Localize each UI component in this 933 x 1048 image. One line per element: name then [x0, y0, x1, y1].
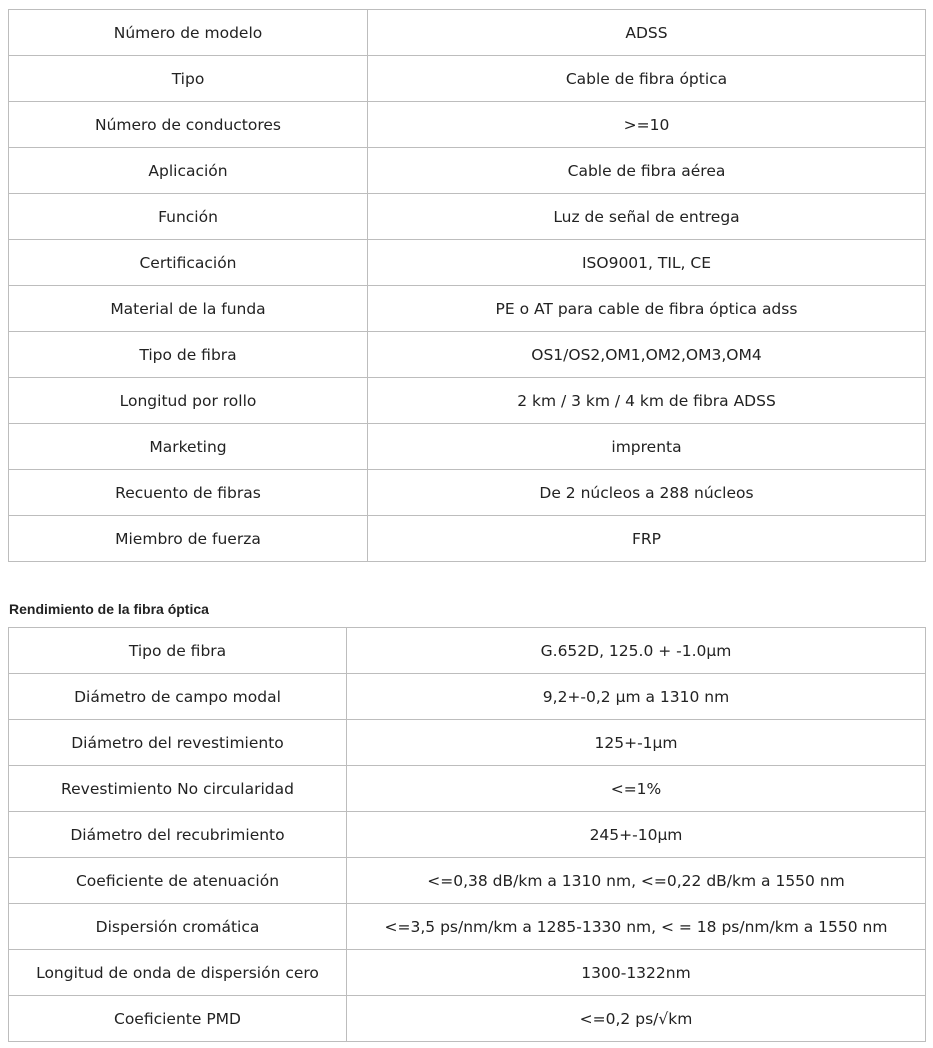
spec-value: OS1/OS2,OM1,OM2,OM3,OM4 [368, 332, 926, 378]
table-row [9, 904, 926, 950]
perf-value: 9,2+-0,2 μm a 1310 nm [347, 674, 926, 720]
spec-label: Tipo [9, 56, 368, 102]
table-row [9, 194, 926, 240]
perf-label: Diámetro del recubrimiento [9, 812, 347, 858]
table-row [9, 516, 926, 562]
table-row [9, 424, 926, 470]
perf-label: Coeficiente PMD [9, 996, 347, 1042]
spec-label: Miembro de fuerza [9, 516, 368, 562]
table-row [9, 858, 926, 904]
perf-value: <=0,2 ps/√km [347, 996, 926, 1042]
spec-value: 2 km / 3 km / 4 km de fibra ADSS [368, 378, 926, 424]
spec-label: Recuento de fibras [9, 470, 368, 516]
spec-value: PE o AT para cable de fibra óptica adss [368, 286, 926, 332]
spec-label: Aplicación [9, 148, 368, 194]
spec-value: Cable de fibra aérea [368, 148, 926, 194]
spec-value: imprenta [368, 424, 926, 470]
table-row [9, 628, 926, 674]
perf-value: 1300-1322nm [347, 950, 926, 996]
table-row [9, 766, 926, 812]
perf-label: Tipo de fibra [9, 628, 347, 674]
table-row [9, 286, 926, 332]
spec-value: FRP [368, 516, 926, 562]
spec-value: ADSS [368, 10, 926, 56]
table-row [9, 720, 926, 766]
spec-value: ISO9001, TIL, CE [368, 240, 926, 286]
table-row [9, 240, 926, 286]
table-row [9, 332, 926, 378]
table-row [9, 102, 926, 148]
spec-label: Marketing [9, 424, 368, 470]
table-row [9, 10, 926, 56]
perf-value: <=1% [347, 766, 926, 812]
spec-value: De 2 núcleos a 288 núcleos [368, 470, 926, 516]
table-row [9, 996, 926, 1042]
performance-heading: Rendimiento de la fibra óptica [9, 601, 209, 617]
perf-label: Diámetro de campo modal [9, 674, 347, 720]
fiber-performance-table [8, 627, 926, 1042]
spec-label: Material de la funda [9, 286, 368, 332]
product-specs-table [8, 9, 926, 562]
perf-value: <=0,38 dB/km a 1310 nm, <=0,22 dB/km a 1550 nm [347, 858, 926, 904]
spec-label: Certificación [9, 240, 368, 286]
table-row [9, 812, 926, 858]
table-row [9, 950, 926, 996]
perf-label: Diámetro del revestimiento [9, 720, 347, 766]
perf-label: Longitud de onda de dispersión cero [9, 950, 347, 996]
perf-label: Coeficiente de atenuación [9, 858, 347, 904]
spec-label: Tipo de fibra [9, 332, 368, 378]
spec-label: Número de conductores [9, 102, 368, 148]
spec-label: Longitud por rollo [9, 378, 368, 424]
perf-label: Revestimiento No circularidad [9, 766, 347, 812]
perf-label: Dispersión cromática [9, 904, 347, 950]
table-row [9, 148, 926, 194]
perf-value: G.652D, 125.0 + -1.0μm [347, 628, 926, 674]
perf-value: 245+-10μm [347, 812, 926, 858]
spec-label: Función [9, 194, 368, 240]
table-row [9, 674, 926, 720]
spec-label: Número de modelo [9, 10, 368, 56]
table-row [9, 470, 926, 516]
table-row [9, 56, 926, 102]
spec-value: Cable de fibra óptica [368, 56, 926, 102]
perf-value: <=3,5 ps/nm/km a 1285-1330 nm, < = 18 ps/nm/km a 1550 nm [347, 904, 926, 950]
table-row [9, 378, 926, 424]
spec-value: >=10 [368, 102, 926, 148]
perf-value: 125+-1μm [347, 720, 926, 766]
spec-value: Luz de señal de entrega [368, 194, 926, 240]
